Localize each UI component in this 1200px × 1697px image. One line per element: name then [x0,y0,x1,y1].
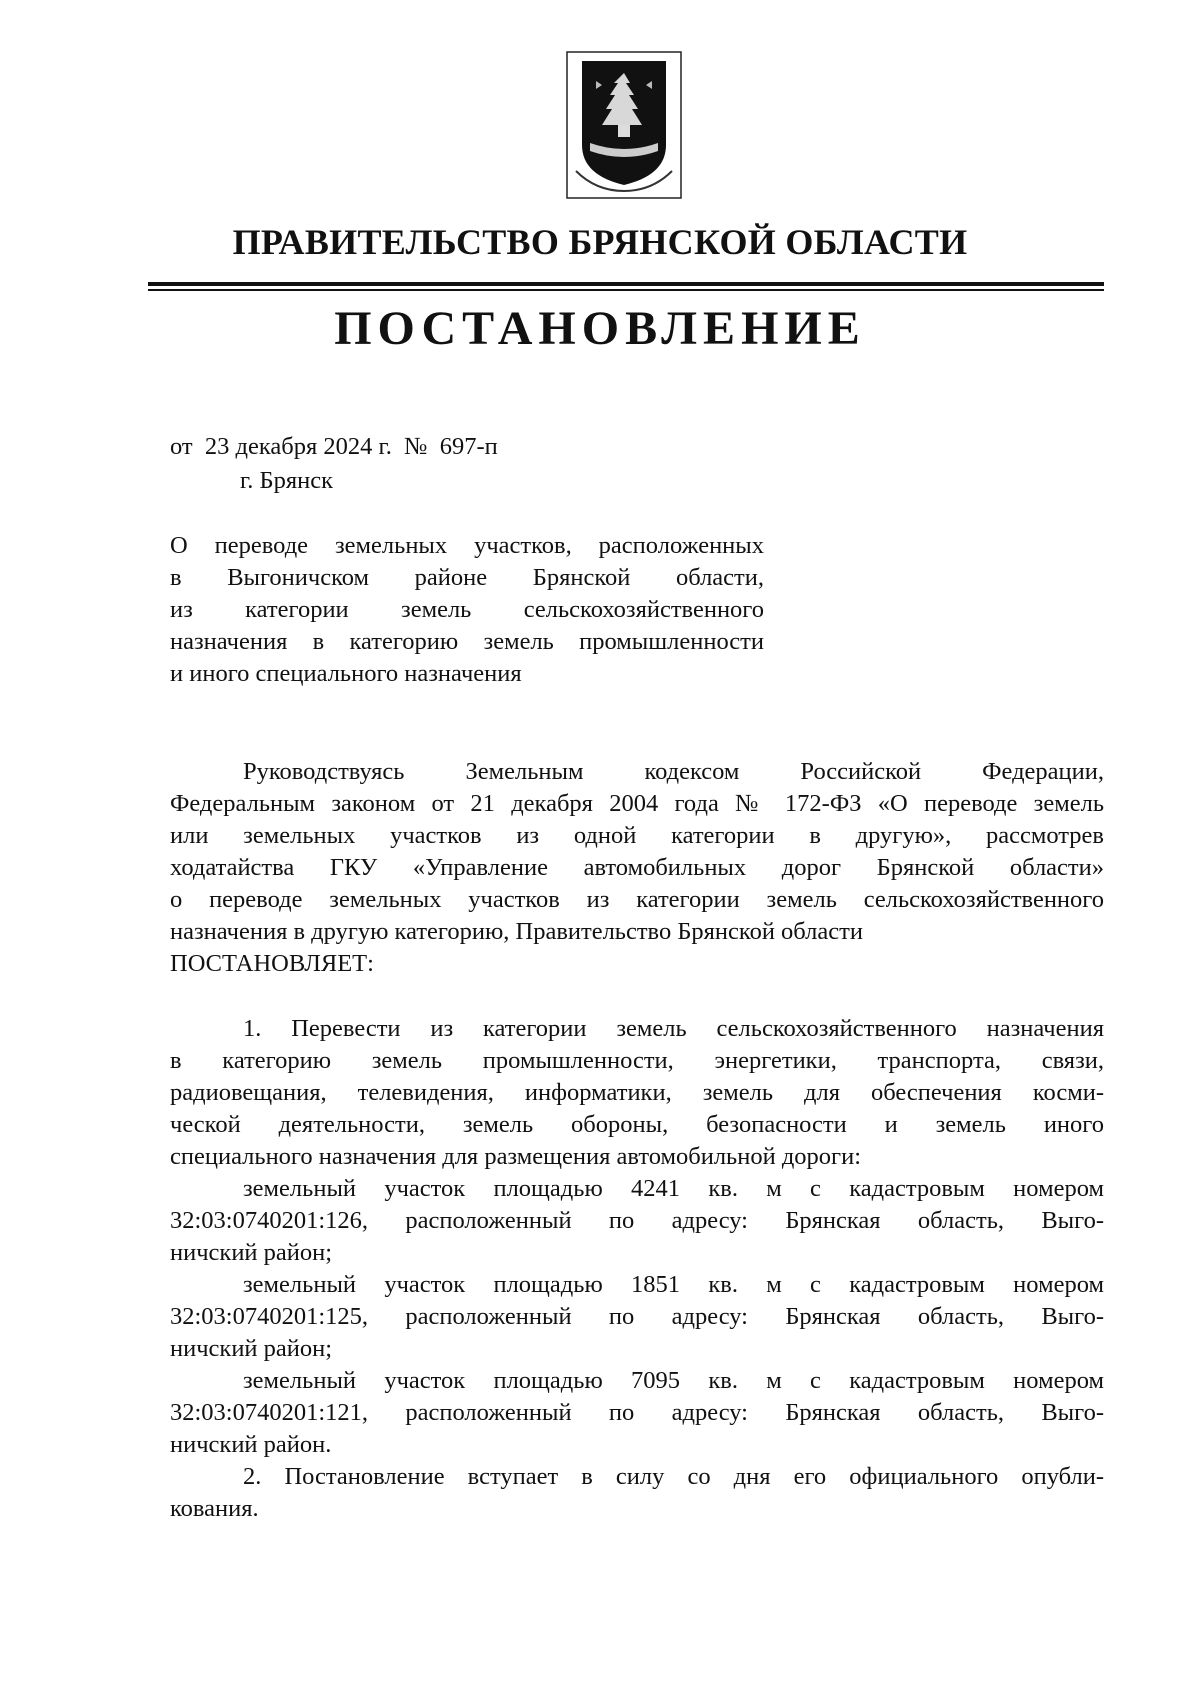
body-line: ческой деятельности, земель обороны, безопасности и земель иного [170,1111,1104,1138]
city: г. Брянск [240,467,334,494]
resolves-keyword: ПОСТАНОВЛЯЕТ: [170,950,374,977]
body-line: земельный участок площадью 7095 кв. м с кадастровым номером [243,1367,1104,1394]
body-line: Федеральным законом от 21 декабря 2004 года № 172-ФЗ «О переводе земель [170,790,1104,817]
body-line: радиовещания, телевидения, информатики, земель для обеспечения косми- [170,1079,1104,1106]
body-line: или земельных участков из одной категории в другую», рассмотрев [170,822,1104,849]
subject-line: О переводе земельных участков, расположенных [170,532,764,559]
body-line: в категорию земель промышленности, энергетики, транспорта, связи, [170,1047,1104,1074]
document-type-title: ПОСТАНОВЛЕНИЕ [334,302,866,355]
clause-2 [170,1461,1104,1525]
body-line: ничский район; [170,1239,333,1266]
document-subject [170,530,764,690]
subject-line: из категории земель сельскохозяйственного [170,596,764,623]
body-line: Руководствуясь Земельным кодексом Российской Федерации, [243,758,1104,785]
body-line: кования. [170,1495,259,1522]
land-plot-entry [170,1269,1104,1365]
body-line: земельный участок площадью 1851 кв. м с кадастровым номером [243,1271,1104,1298]
land-plot-entry [170,1173,1104,1269]
subject-line: и иного специального назначения [170,660,522,687]
date-and-number: от 23 декабря 2024 г. № 697-п [170,433,498,460]
subject-line: в Выгоничском районе Брянской области, [170,564,764,591]
body-line: 2. Постановление вступает в силу со дня его официального опубли- [243,1463,1104,1490]
body-line: ходатайства ГКУ «Управление автомобильных дорог Брянской области» [170,854,1104,881]
land-plot-entry [170,1365,1104,1461]
body-line: ничский район; [170,1335,333,1362]
header-rule-thick [148,282,1104,286]
header-rule-thin [148,289,1104,291]
coat-of-arms-emblem [566,51,682,199]
body-line: земельный участок площадью 4241 кв. м с кадастровым номером [243,1175,1104,1202]
body-line: 32:03:0740201:125, расположенный по адресу: Брянская область, Выго- [170,1303,1104,1330]
preamble-paragraph [170,756,1104,980]
body-line: 1. Перевести из категории земель сельскохозяйственного назначения [243,1015,1104,1042]
body-line: 32:03:0740201:126, расположенный по адресу: Брянская область, Выго- [170,1207,1104,1234]
body-line: специального назначения для размещения автомобильной дороги: [170,1143,862,1170]
body-line: назначения в другую категорию, Правительство Брянской области [170,918,863,945]
body-line: ничский район. [170,1431,332,1458]
document-body [170,756,1104,1525]
clause-1 [170,1013,1104,1173]
body-line: о переводе земельных участков из категории земель сельскохозяйственного [170,886,1104,913]
body-line: 32:03:0740201:121, расположенный по адресу: Брянская область, Выго- [170,1399,1104,1426]
subject-line: назначения в категорию земель промышленности [170,628,764,655]
organization-name: ПРАВИТЕЛЬСТВО БРЯНСКОЙ ОБЛАСТИ [232,222,968,262]
